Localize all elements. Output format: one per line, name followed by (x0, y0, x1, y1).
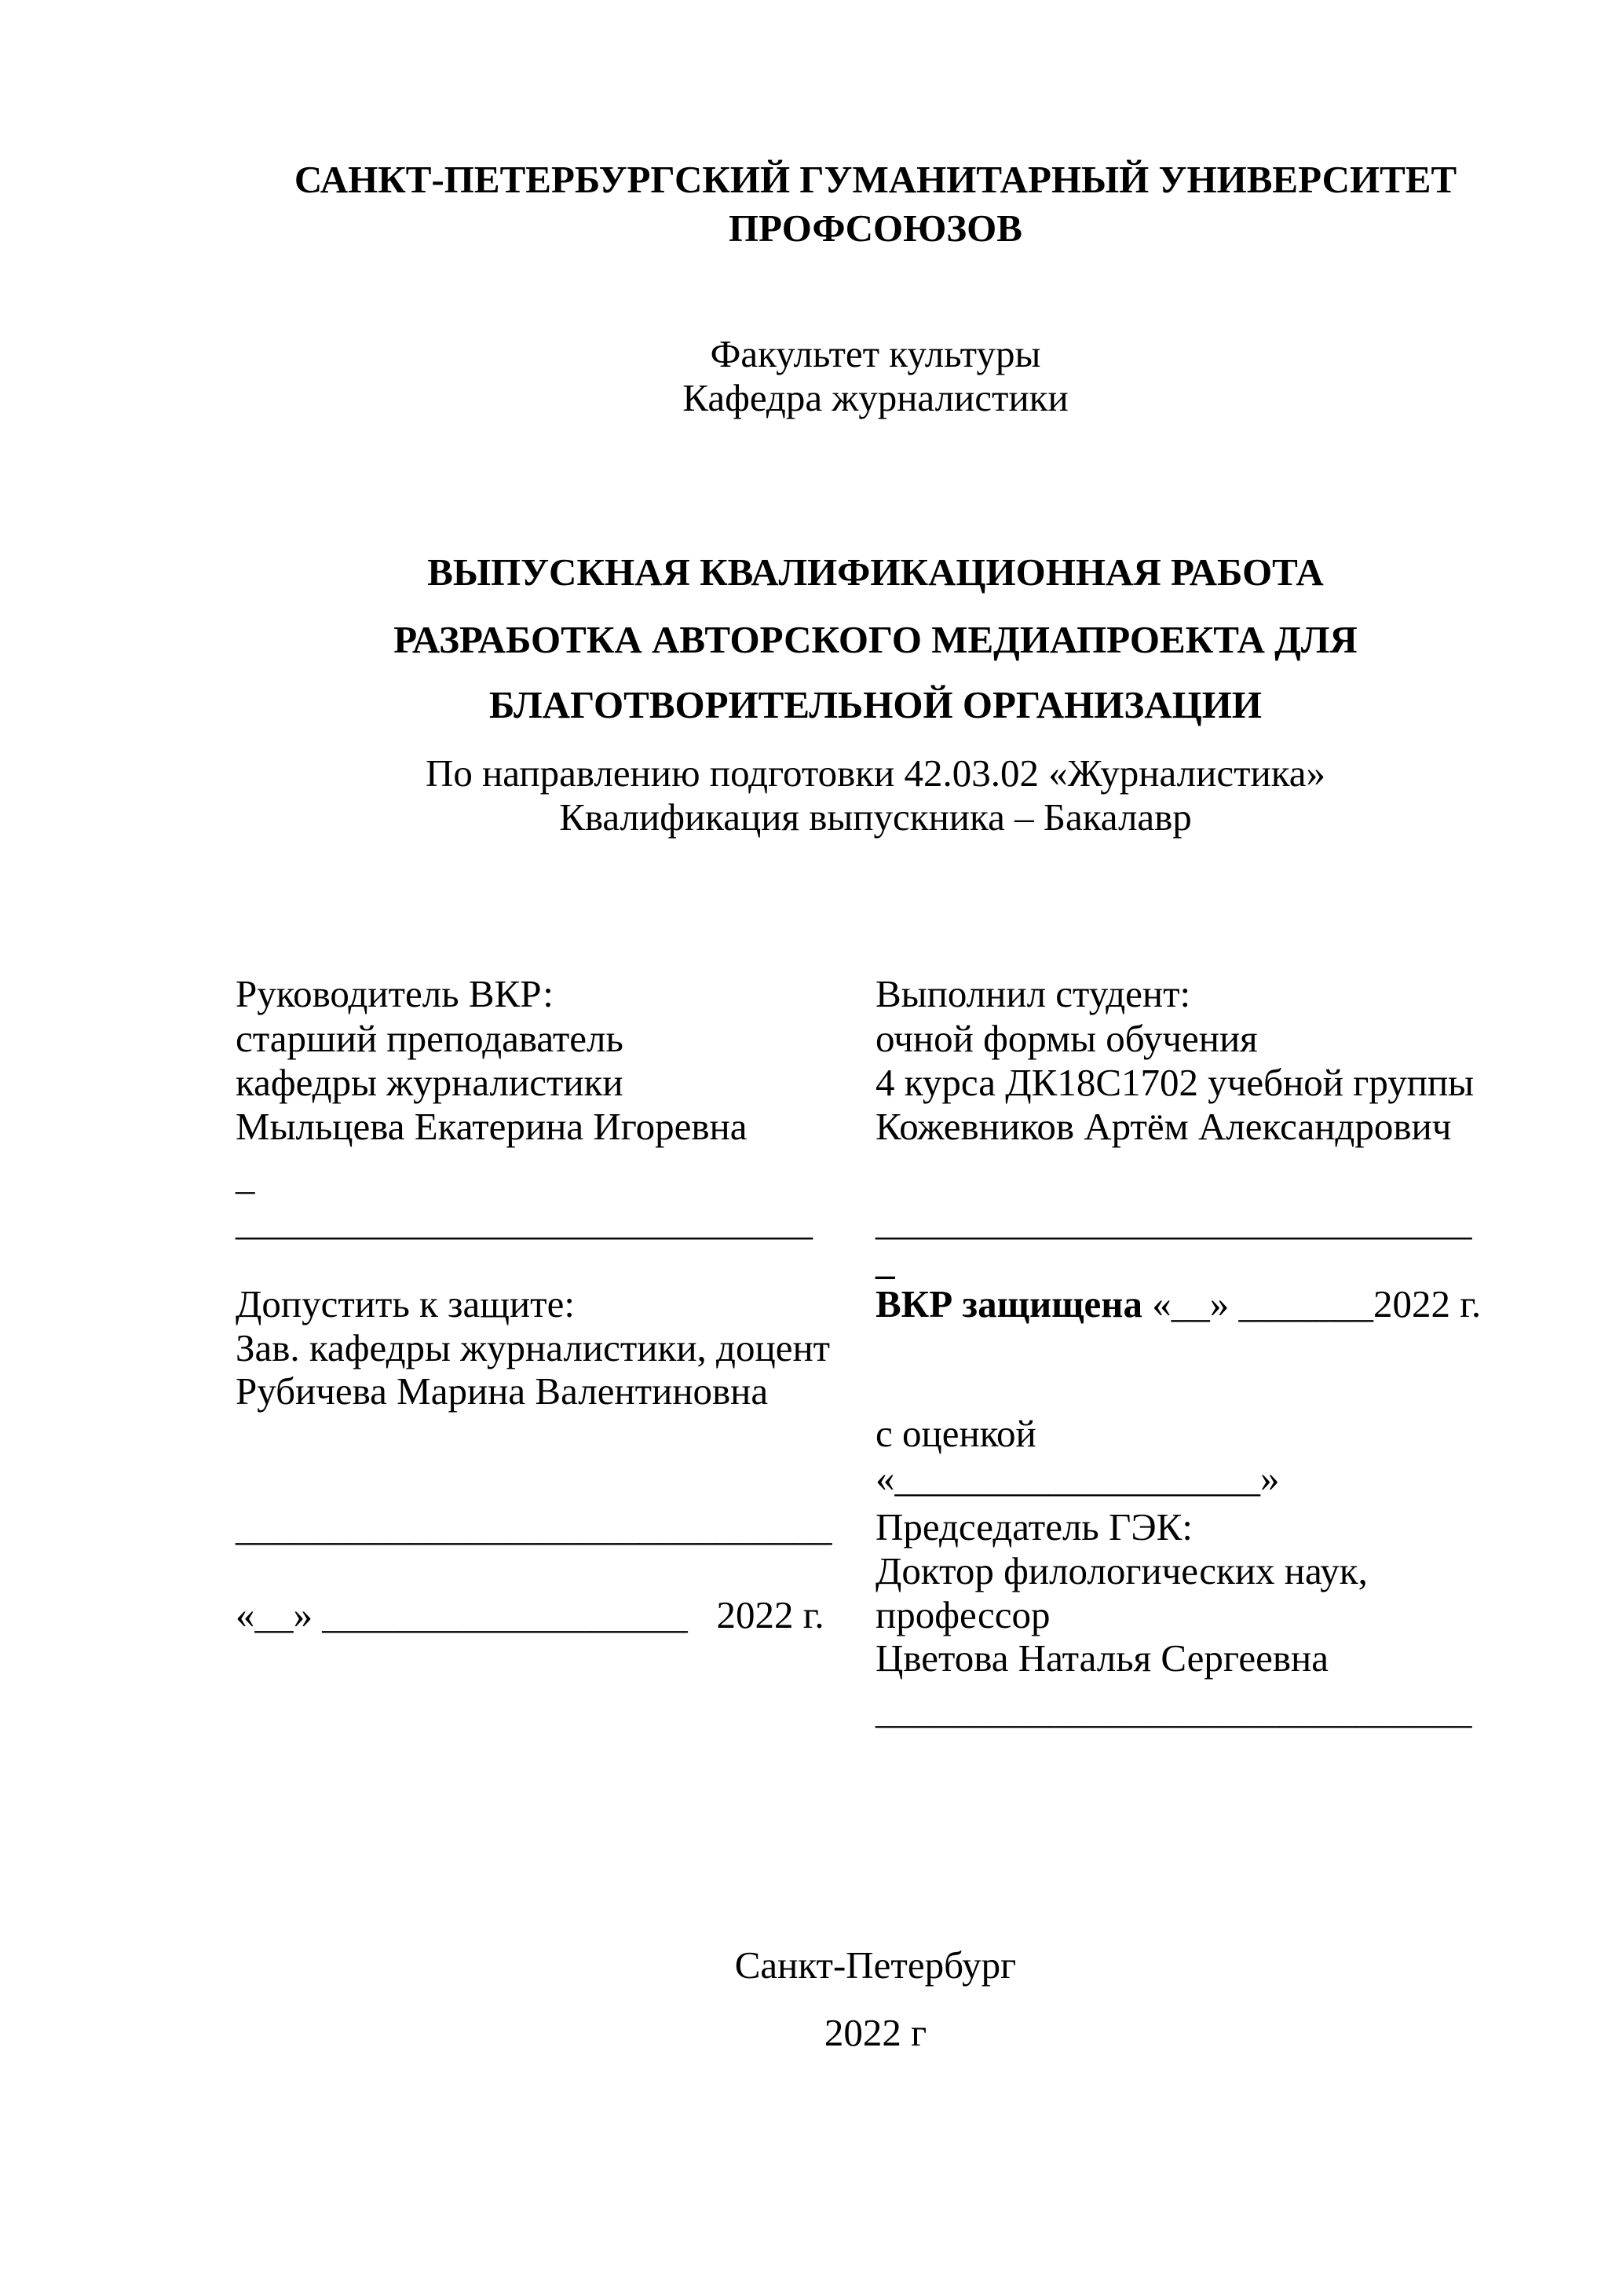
supervisor-signature-line: ______________________________ (236, 1200, 813, 1243)
faculty: Факультет культуры (710, 332, 1041, 375)
student-name: Кожевников Артём Александрович (875, 1105, 1452, 1148)
university-name-line1: САНКТ-ПЕТЕРБУРГСКИЙ ГУМАНИТАРНЫЙ УНИВЕРСИТЕТ (294, 158, 1457, 201)
supervisor-name: Мыльцева Екатерина Игоревна (236, 1105, 748, 1148)
qualification: Квалификация выпускника – Бакалавр (559, 795, 1192, 839)
work-type: ВЫПУСКНАЯ КВАЛИФИКАЦИОННАЯ РАБОТА (427, 550, 1324, 594)
topic-line1: РАЗРАБОТКА АВТОРСКОГО МЕДИАПРОЕКТА ДЛЯ (393, 618, 1358, 661)
university-name-line2: ПРОФСОЮЗОВ (729, 207, 1022, 250)
head-signature-line: _______________________________ (236, 1505, 832, 1548)
city: Санкт-Петербург (734, 1943, 1017, 1987)
defended-label: ВКР защищена (875, 1282, 1143, 1325)
grade-label: с оценкой (875, 1412, 1036, 1455)
admit-date-line: «__» ___________________ 2022 г. (236, 1593, 824, 1636)
student-group: 4 курса ДК18С1702 учебной группы (875, 1061, 1475, 1104)
defended-date: «__» _______2022 г. (1142, 1282, 1482, 1325)
supervisor-position: старший преподаватель (236, 1017, 623, 1060)
grade-line: «___________________» (875, 1457, 1280, 1500)
student-signature-line: _______________________________ (875, 1200, 1472, 1243)
dash: _ (236, 1154, 255, 1197)
chair-signature-line: _______________________________ (875, 1688, 1472, 1731)
topic-line2: БЛАГОТВОРИТЕЛЬНОЙ ОРГАНИЗАЦИИ (489, 683, 1262, 726)
head-name: Рубичева Марина Валентиновна (236, 1369, 769, 1413)
chair-degree: Доктор филологических наук, (875, 1549, 1368, 1592)
supervisor-department: кафедры журналистики (236, 1061, 623, 1104)
chair-label: Председатель ГЭК: (875, 1505, 1193, 1548)
year: 2022 г (824, 2011, 927, 2054)
chair-title: профессор (875, 1593, 1051, 1636)
head-position: Зав. кафедры журналистики, доцент (236, 1326, 831, 1369)
student-form: очной формы обучения (875, 1017, 1258, 1060)
admit-label: Допустить к защите: (236, 1282, 575, 1325)
student-label: Выполнил студент: (875, 972, 1191, 1015)
dash: _ (875, 1239, 895, 1282)
chair-name: Цветова Наталья Сергеевна (875, 1636, 1329, 1680)
supervisor-label: Руководитель ВКР: (236, 972, 554, 1015)
direction: По направлению подготовки 42.03.02 «Журналистика» (425, 751, 1326, 795)
department: Кафедра журналистики (682, 376, 1069, 419)
defended-line (875, 1282, 1481, 1326)
